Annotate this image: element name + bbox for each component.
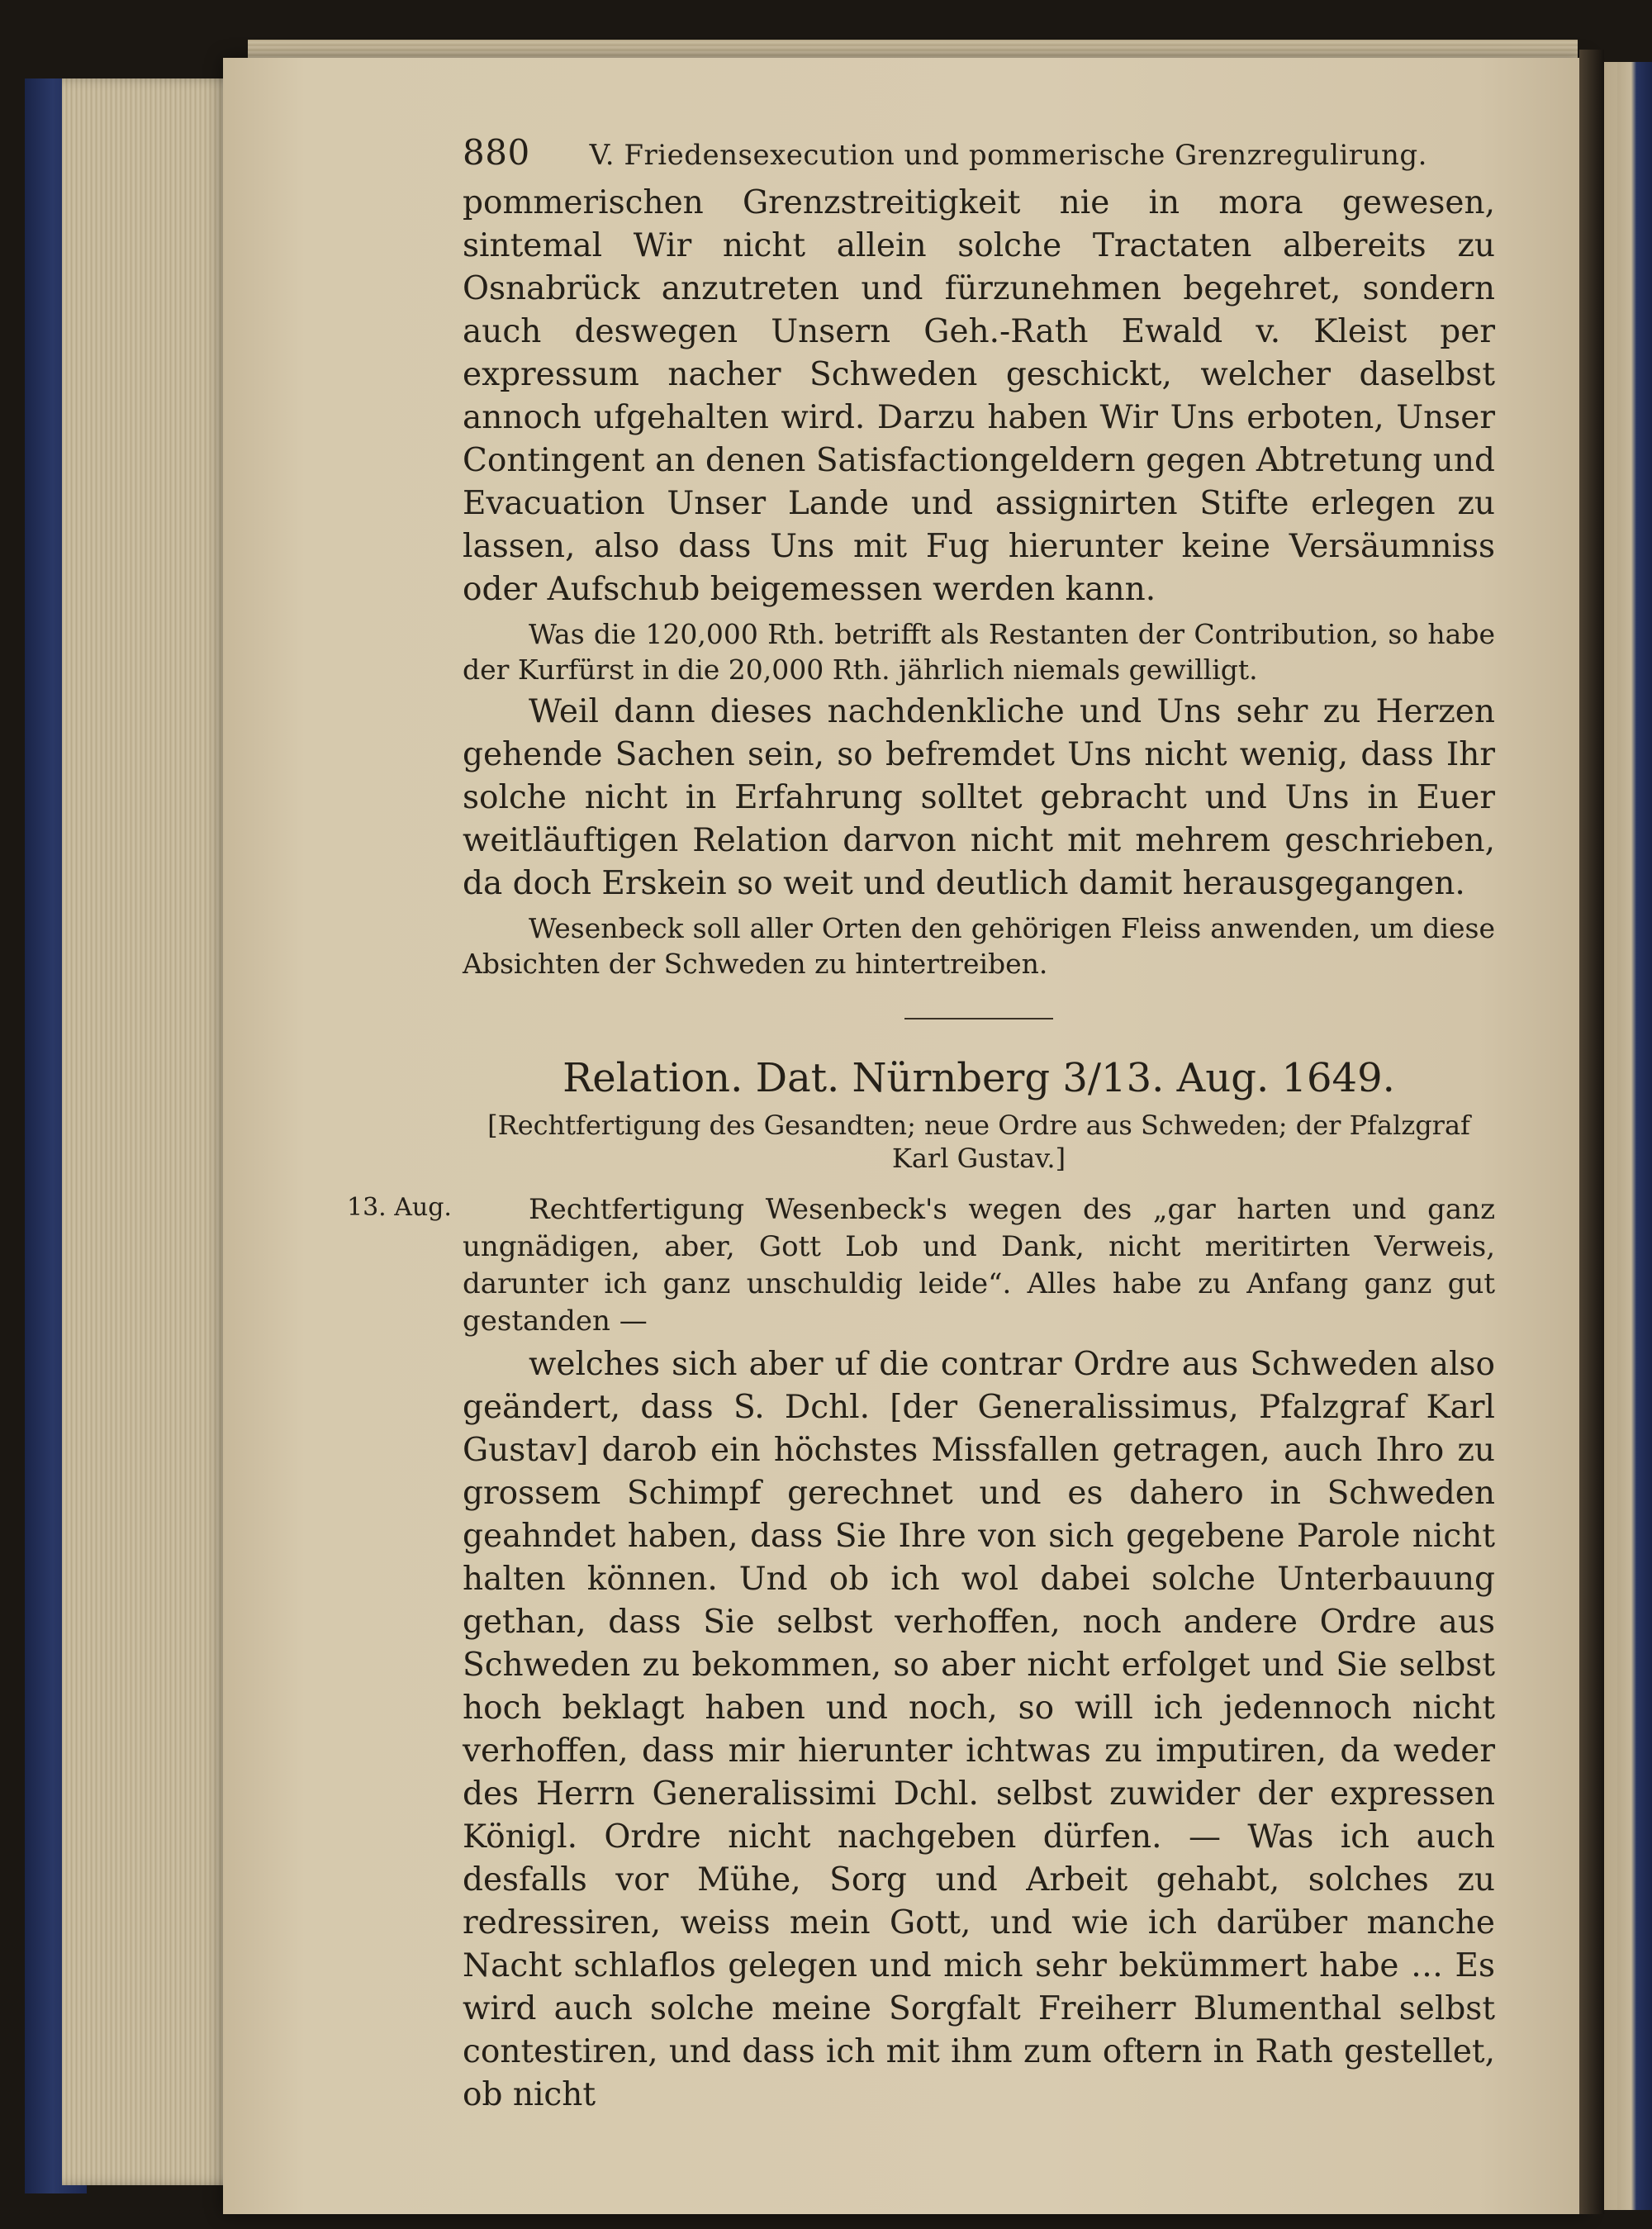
paragraph-4: Wesenbeck soll aller Orten den gehörigen Fleiss anwenden, um diese Absichten der Schweden zu hintertreiben.: [463, 912, 1495, 980]
book-cover-right: [1617, 62, 1652, 2210]
running-head: [463, 132, 1495, 182]
page-number: 880: [463, 132, 530, 173]
book-gutter: [1579, 50, 1604, 2214]
section-summary: [Rechtfertigung des Gesandten; neue Ordre aus Schweden; der Pfalzgraf Karl Gustav.]: [487, 1110, 1470, 1174]
section-heading: Relation. Dat. Nürnberg 3/13. Aug. 1649.: [563, 1055, 1395, 1101]
entry-block: [347, 1191, 1495, 2117]
running-title: V. Friedensexecution und pommerische Grenzregulirung.: [589, 139, 1427, 172]
paragraph-5: Rechtfertigung Wesenbeck's wegen des „gar harten und ganz ungnädigen, aber, Gott Lob und Dank, nicht meritirten Verweis, darunter ich ganz unschuldig leide“. Alles habe zu Anfang ganz gut gestanden —: [463, 1193, 1495, 1338]
paragraph-1: pommerischen Grenzstreitigkeit nie in mora gewesen, sintemal Wir nicht allein solche Tractaten albereits zu Osnabrück anzutreten und fürzunehmen begehret, sondern auch deswegen Unsern Geh.-Rath Ewald v. Kleist per expressum nacher Schweden geschickt, welcher daselbst annoch ufgehalten wird. Darzu haben Wir Uns erboten, Unser Contingent an denen Satisfactiongeldern gegen Abtretung und Evacuation Unser Lande und assignirten Stifte erlegen zu lassen, also dass Uns mit Fug hierunter keine Versäumniss oder Aufschub beigemessen werden kann.: [463, 184, 1495, 608]
page-content: [347, 132, 1495, 2117]
paragraph-3: Weil dann dieses nachdenkliche und Uns sehr zu Herzen gehende Sachen sein, so befremdet Uns nicht wenig, dass Ihr solche nicht in Erfahrung solltet gebracht und Uns in Euer weitläuftigen Relation darvon nicht mit mehrem geschrieben, da doch Erskein so weit und deutlich damit herausgegangen.: [463, 693, 1495, 902]
margin-date: 13. Aug.: [347, 1193, 452, 1222]
paragraph-6: welches sich aber uf die contrar Ordre aus Schweden also geändert, dass S. Dchl. [der Generalissimus, Pfalzgraf Karl Gustav] darob ein höchstes Missfallen getragen, auch Ihro zu grossem Schimpf gerechnet und es dahero in Schweden geahndet haben, dass Sie Ihre von sich gegebene Parole nicht halten können. Und ob ich wol dabei solche Unterbauung gethan, dass Sie selbst verhoffen, noch andere Ordre aus Schweden zu bekommen, so aber nicht erfolget und Sie selbst hoch beklagt haben und noch, so will ich jedennoch nicht verhoffen, dass mir hierunter ichtwas zu imputiren, da weder des Herrn Generalissimi Dchl. selbst zuwider der expressen Königl. Ordre nicht nachgeben dürfen. — Was ich auch desfalls vor Mühe, Sorg und Arbeit gehabt, solches zu redressiren, weiss mein Gott, und wie ich darüber manche Nacht schlaflos gelegen und mich sehr bekümmert habe … Es wird auch solche meine Sorgfalt Freiherr Blumenthal selbst contestiren, und dass ich mit ihm zum oftern in Rath gestellet, ob nicht: [463, 1346, 1495, 2113]
section-divider: [904, 1018, 1053, 1019]
paragraph-2: Was die 120,000 Rth. betrifft als Restanten der Contribution, so habe der Kurfürst in die 20,000 Rth. jährlich niemals gewilligt.: [463, 618, 1495, 686]
